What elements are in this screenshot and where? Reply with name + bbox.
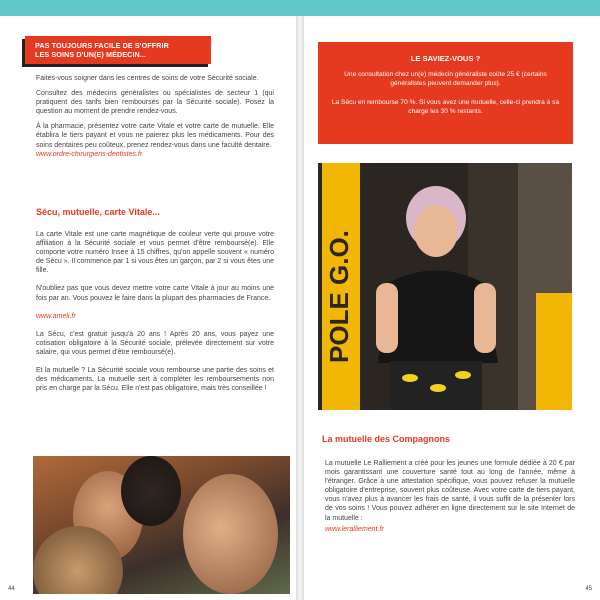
paragraph: La carte Vitale est une carte magnétique de couleur verte qui prouve votre affiliation à la Sécurité sociale et vous permet d'être remboursé(e). Elle comporte votre numéro Insee à 15 chiffres, qu'on appelle souvent « numéro de Sécu ». Il commence par 1 si vous êtes un garçon, par 2 si vous êtes une fille. (36, 231, 274, 275)
did-you-know-title: LE SAVIEZ-VOUS ? (410, 54, 481, 63)
paragraph: Faites-vous soigner dans les centres de soins de votre Sécurité sociale. (36, 75, 259, 82)
mutuelle-heading: La mutuelle des Compagnons (322, 434, 451, 444)
did-you-know-text1: Une consultation chez un(e) médecin généraliste coûte 25 € (certains généralistes peuvent demander plus). (344, 71, 547, 87)
did-you-know-box (318, 42, 573, 144)
paragraph: La mutuelle Le Ralliement a créé pour les jeunes une formule dédiée à 20 € par mois garantissant une couverture santé tout au long de l'année, même à l'étranger. Grâce à une attestation spécifique, vous pouvez refuser la mutuelle obligatoire d'entreprise, souvent plus coûteuse. Avec votre carte de tiers payant, vous n'avez plus à avancer les frais de santé, il vous suffit de la présenter lors de vos soins ! Vous pouvez adhérer en ligne directement sur le site Internet de la mutuelle : (325, 460, 575, 522)
right-page (304, 16, 600, 600)
section-title (25, 36, 211, 59)
did-you-know-text2: La Sécu en rembourse 70 %. Si vous avez une mutuelle, celle-ci prendra à sa charge les 30 % restants. (331, 99, 560, 115)
page-number-right: 45 (585, 586, 592, 592)
paragraph: N'oubliez pas que vous devez mettre votre carte Vitale à jour au moins une fois par an. Vous pouvez le faire dans la plupart des pharmacies de France. (36, 285, 274, 302)
intro-text (36, 74, 274, 159)
paragraph: La Sécu, c'est gratuit jusqu'à 20 ans ! Après 20 ans, vous payez une cotisation obligatoire à la Sécurité sociale, prélevée directement sur votre salaire, qui vous permet d'être remboursé(e). (36, 330, 274, 356)
paragraph: Et la mutuelle ? La Sécurité sociale vous rembourse une partie des soins et des médicaments. La mutuelle sert à compléter les remboursements non pris en charge par la Sécu. Elle n'est pas obligatoire, mais très conseillée ! (36, 367, 274, 393)
photo-illustration (318, 163, 572, 410)
young-person-photo (318, 163, 572, 410)
section-title-box (25, 36, 211, 64)
paragraph: À la pharmacie, présentez votre carte Vitale et votre carte de mutuelle. Elle établira le tiers payant et vous ne paierez plus les médicaments. Pour des soins dentaires peu coûteux, prenez rendez-vous dans une faculté dentaire. (36, 123, 274, 149)
section-title-line2: LES SOINS D'UN(E) MÉDECIN... (35, 50, 147, 59)
gutter (296, 16, 304, 600)
dentists-link[interactable]: www.ordre-chirurgiens-dentistes.fr (36, 150, 143, 158)
section-title-line1: PAS TOUJOURS FACILE DE S'OFFRIR (35, 41, 169, 50)
paragraph: Consultez des médecins généralistes ou spécialistes de secteur 1 (qui pratiquent des tarifs bien remboursés par la Sécurité sociale). Posez la question au moment de prendre rendez-vous. (36, 90, 274, 116)
secu-text (36, 230, 274, 399)
left-page (0, 16, 296, 600)
ameli-link[interactable]: www.ameli.fr (36, 312, 76, 320)
mutuelle-text (325, 459, 575, 534)
ralliement-link[interactable]: www.leralliement.fr (325, 525, 384, 533)
sign-text: POLE G.O. (324, 230, 354, 363)
page-number-left: 44 (8, 586, 15, 592)
friends-photo (33, 456, 290, 594)
secu-heading: Sécu, mutuelle, carte Vitale... (36, 207, 160, 217)
